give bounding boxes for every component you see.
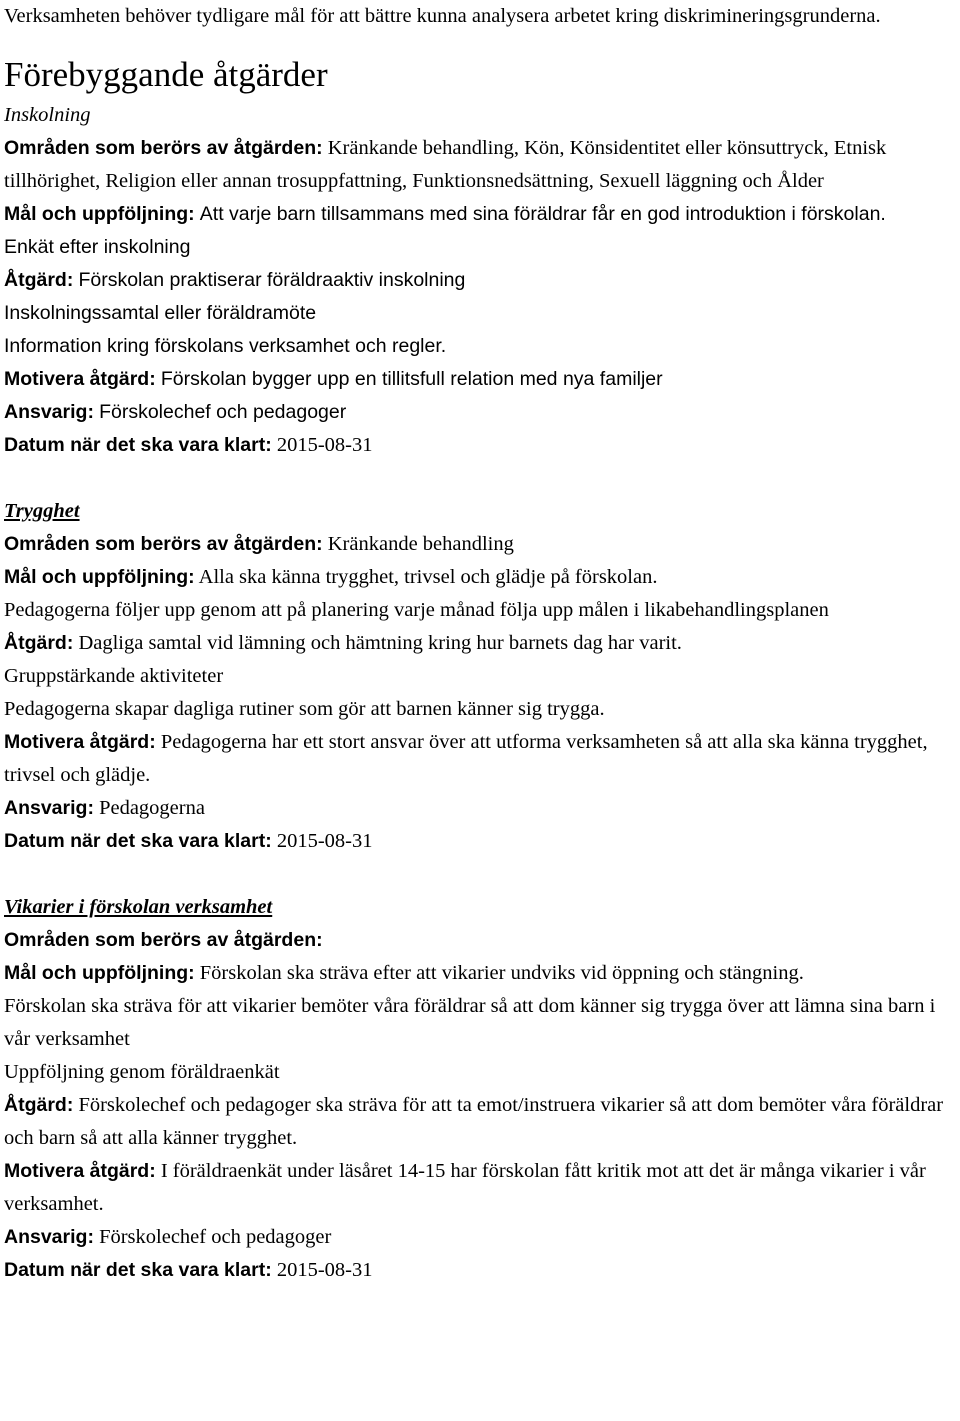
section-inskolning xyxy=(4,99,956,462)
areas-label: Områden som berörs av åtgärden: xyxy=(4,137,323,159)
responsible-value: Förskolechef och pedagoger xyxy=(99,401,347,423)
areas-value: Kränkande behandling xyxy=(327,533,514,555)
areas-row xyxy=(4,528,956,561)
motivate-value: Förskolan bygger upp en tillitsfull relation med nya familjer xyxy=(160,368,663,390)
responsible-row xyxy=(4,792,956,825)
action-row xyxy=(4,627,956,660)
action-extra: Pedagogerna skapar dagliga rutiner som gör att barnen känner sig trygga. xyxy=(4,698,605,720)
motivate-row xyxy=(4,726,956,792)
responsible-row xyxy=(4,396,956,429)
date-value: 2015-08-31 xyxy=(276,1259,373,1281)
date-value: 2015-08-31 xyxy=(276,830,373,852)
responsible-label: Ansvarig: xyxy=(4,797,94,819)
date-row xyxy=(4,1254,956,1287)
motivate-value: I föräldraenkät under läsåret 14-15 har förskolan fått kritik mot att det är många vikarier i vår verksamhet. xyxy=(4,1160,926,1215)
responsible-row xyxy=(4,1221,956,1254)
responsible-value: Förskolechef och pedagoger xyxy=(99,1226,332,1248)
goals-label: Mål och uppföljning: xyxy=(4,566,195,588)
action-extra: Gruppstärkande aktiviteter xyxy=(4,665,224,687)
action-label: Åtgärd: xyxy=(4,269,74,291)
goals-row xyxy=(4,561,956,594)
goals-extra: Uppföljning genom föräldraenkät xyxy=(4,1061,280,1083)
responsible-label: Ansvarig: xyxy=(4,1226,94,1248)
action-extra: Information kring förskolans verksamhet och regler. xyxy=(4,335,447,357)
goals-value: Alla ska känna trygghet, trivsel och glädje på förskolan. xyxy=(198,566,658,588)
goals-value: Att varje barn tillsammans med sina föräldrar får en god introduktion i förskolan. xyxy=(199,203,886,225)
goals-label: Mål och uppföljning: xyxy=(4,203,195,225)
areas-value: Kränkande behandling, Kön, Könsidentitet eller könsuttryck, Etnisk tillhörighet, Religion eller annan trosuppfattning, Funktionsnedsättning, Sexuell läggning och Ålder xyxy=(4,137,887,192)
motivate-value: Pedagogerna har ett stort ansvar över att utforma verksamheten så att alla ska känna trygghet, trivsel och glädje. xyxy=(4,731,928,786)
section-title: Inskolning xyxy=(4,104,91,126)
action-value: Förskolechef och pedagoger ska sträva för att ta emot/instruera vikarier så att dom bemöter våra föräldrar och barn så att alla känner trygghet. xyxy=(4,1094,944,1149)
date-row xyxy=(4,429,956,462)
responsible-label: Ansvarig: xyxy=(4,401,94,423)
action-value: Förskolan praktiserar föräldraaktiv inskolning xyxy=(78,269,466,291)
goals-label: Mål och uppföljning: xyxy=(4,962,195,984)
date-label: Datum när det ska vara klart: xyxy=(4,434,272,456)
motivate-row xyxy=(4,363,956,396)
date-label: Datum när det ska vara klart: xyxy=(4,1259,272,1281)
section-title: Vikarier i förskolan verksamhet xyxy=(4,896,273,918)
action-row xyxy=(4,1089,956,1155)
action-extra: Inskolningssamtal eller föräldramöte xyxy=(4,302,317,324)
section-title: Trygghet xyxy=(4,500,80,522)
motivate-label: Motivera åtgärd: xyxy=(4,368,156,390)
date-label: Datum när det ska vara klart: xyxy=(4,830,272,852)
date-row xyxy=(4,825,956,858)
motivate-row xyxy=(4,1155,956,1221)
areas-label: Områden som berörs av åtgärden: xyxy=(4,533,323,555)
motivate-label: Motivera åtgärd: xyxy=(4,1160,156,1182)
areas-row xyxy=(4,924,956,957)
responsible-value: Pedagogerna xyxy=(99,797,205,819)
motivate-label: Motivera åtgärd: xyxy=(4,731,156,753)
action-row xyxy=(4,264,956,297)
section-vikarier xyxy=(4,891,956,1287)
areas-row xyxy=(4,132,956,198)
goals-row xyxy=(4,957,956,990)
action-label: Åtgärd: xyxy=(4,632,74,654)
intro-text: Verksamheten behöver tydligare mål för att bättre kunna analysera arbetet kring diskrimineringsgrunderna. xyxy=(4,5,881,27)
date-value: 2015-08-31 xyxy=(276,434,373,456)
action-label: Åtgärd: xyxy=(4,1094,74,1116)
page-heading: Förebyggande åtgärder xyxy=(4,55,328,94)
goals-extra: Förskolan ska sträva för att vikarier bemöter våra föräldrar så att dom känner sig trygga över att lämna sina barn i vår verksamhet xyxy=(4,995,936,1050)
section-trygghet xyxy=(4,495,956,858)
goals-extra: Enkät efter inskolning xyxy=(4,236,191,258)
goals-value: Förskolan ska sträva efter att vikarier undviks vid öppning och stängning. xyxy=(199,962,804,984)
areas-label: Områden som berörs av åtgärden: xyxy=(4,929,323,951)
goals-extra: Pedagogerna följer upp genom att på planering varje månad följa upp målen i likabehandlingsplanen xyxy=(4,599,829,621)
action-value: Dagliga samtal vid lämning och hämtning kring hur barnets dag har varit. xyxy=(78,632,682,654)
goals-row xyxy=(4,198,956,231)
